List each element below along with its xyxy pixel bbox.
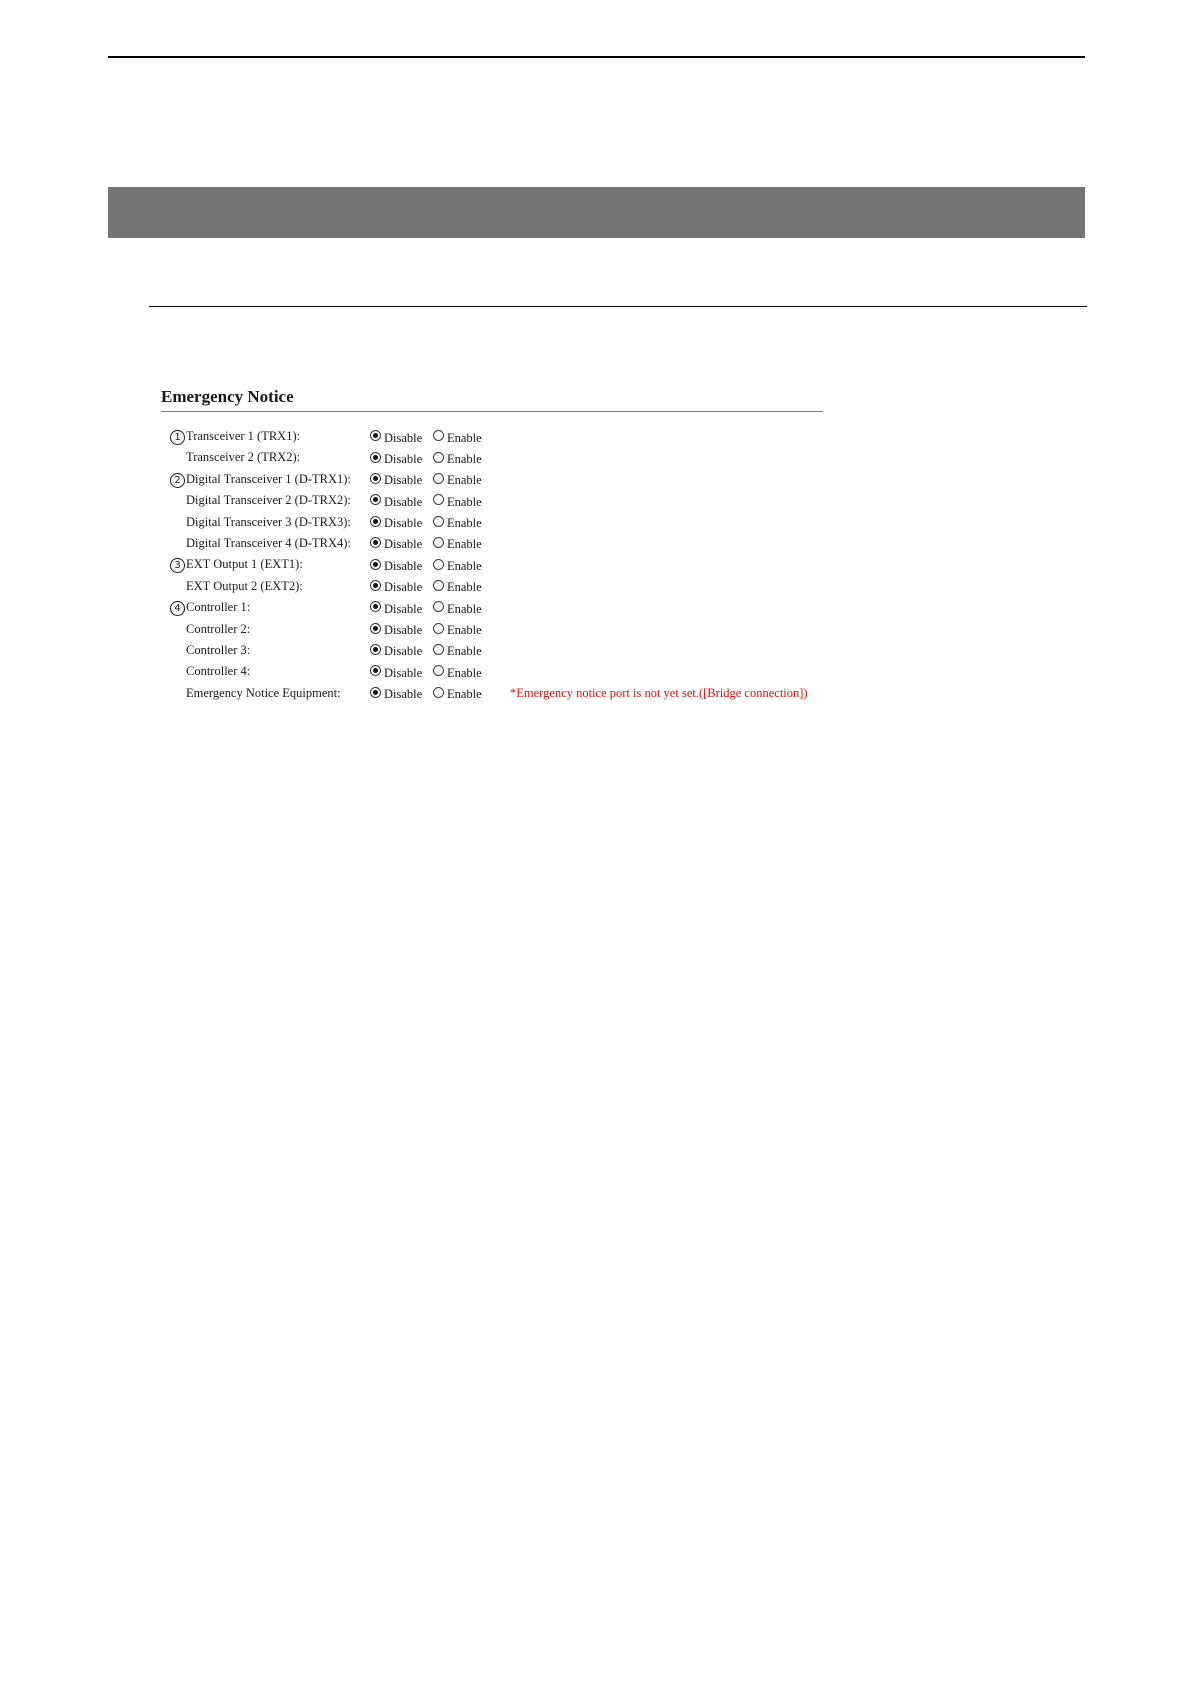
setting-row: [161, 533, 823, 554]
radio-circle-icon[interactable]: [433, 665, 444, 676]
setting-row: [161, 554, 823, 575]
radio-option-label: Disable: [384, 601, 423, 616]
radio-circle-icon[interactable]: [433, 644, 444, 655]
setting-label: Digital Transceiver 4 (D-TRX4):: [186, 535, 351, 550]
radio-circle-icon[interactable]: [433, 687, 444, 698]
disable-radio[interactable]: [370, 533, 422, 554]
enable-radio[interactable]: [433, 576, 482, 597]
radio-circle-icon[interactable]: [433, 623, 444, 634]
radio-option-label: Disable: [384, 623, 423, 638]
enable-radio[interactable]: [433, 640, 482, 661]
radio-option-label: Enable: [447, 451, 482, 466]
setting-label: Digital Transceiver 2 (D-TRX2):: [186, 493, 351, 508]
callout-number-marker: 3: [170, 558, 185, 573]
radio-circle-icon[interactable]: [433, 430, 444, 441]
radio-circle-icon[interactable]: [370, 601, 381, 612]
disable-radio[interactable]: [370, 597, 422, 618]
radio-option-label: Enable: [447, 687, 482, 702]
radio-option-label: Enable: [447, 580, 482, 595]
setting-row: [161, 576, 823, 597]
radio-circle-icon[interactable]: [433, 452, 444, 463]
enable-radio[interactable]: [433, 512, 482, 533]
setting-row: [161, 619, 823, 640]
radio-circle-icon[interactable]: [370, 473, 381, 484]
setting-row: [161, 512, 823, 533]
radio-circle-icon[interactable]: [370, 644, 381, 655]
disable-radio[interactable]: [370, 576, 422, 597]
disable-radio[interactable]: [370, 490, 422, 511]
radio-circle-icon[interactable]: [370, 623, 381, 634]
radio-circle-icon[interactable]: [370, 430, 381, 441]
radio-option-label: Disable: [384, 665, 423, 680]
setting-row: [161, 469, 823, 490]
disable-radio[interactable]: [370, 661, 422, 682]
enable-radio[interactable]: [433, 533, 482, 554]
radio-option-label: Disable: [384, 687, 423, 702]
setting-row: [161, 597, 823, 618]
setting-label: EXT Output 2 (EXT2):: [186, 578, 303, 593]
radio-circle-icon[interactable]: [370, 665, 381, 676]
radio-circle-icon[interactable]: [433, 601, 444, 612]
disable-radio[interactable]: [370, 640, 422, 661]
warning-message: *Emergency notice port is not yet set.([Bridge connection]): [510, 685, 808, 700]
disable-radio[interactable]: [370, 469, 422, 490]
radio-circle-icon[interactable]: [370, 494, 381, 505]
radio-circle-icon[interactable]: [433, 537, 444, 548]
radio-option-label: Disable: [384, 537, 423, 552]
section-rule: [149, 306, 1087, 307]
setting-label: Emergency Notice Equipment:: [186, 685, 341, 700]
radio-option-label: Disable: [384, 430, 423, 445]
disable-radio[interactable]: [370, 426, 422, 447]
radio-circle-icon[interactable]: [433, 494, 444, 505]
setting-row: [161, 490, 823, 511]
radio-option-label: Enable: [447, 644, 482, 659]
panel-title-rule: [161, 411, 823, 412]
setting-label: Controller 4:: [186, 664, 251, 679]
setting-label: Transceiver 2 (TRX2):: [186, 450, 301, 465]
setting-row: [161, 640, 823, 661]
radio-circle-icon[interactable]: [433, 559, 444, 570]
radio-option-label: Disable: [384, 580, 423, 595]
setting-label: Transceiver 1 (TRX1):: [186, 429, 301, 443]
emergency-notice-panel: [161, 385, 823, 704]
setting-label: Digital Transceiver 3 (D-TRX3):: [186, 514, 351, 529]
disable-radio[interactable]: [370, 683, 422, 704]
radio-circle-icon[interactable]: [370, 687, 381, 698]
enable-radio[interactable]: [433, 619, 482, 640]
disable-radio[interactable]: [370, 447, 422, 468]
radio-option-label: Disable: [384, 644, 423, 659]
enable-radio[interactable]: [433, 469, 482, 490]
radio-circle-icon[interactable]: [433, 516, 444, 527]
radio-option-label: Disable: [384, 558, 423, 573]
setting-row: [161, 426, 823, 447]
panel-title: Emergency Notice: [161, 387, 294, 406]
setting-row: [161, 661, 823, 682]
callout-number-marker: 1: [170, 430, 185, 445]
radio-option-label: Enable: [447, 494, 482, 509]
radio-option-label: Enable: [447, 473, 482, 488]
callout-number-marker: 4: [170, 601, 185, 616]
radio-option-label: Enable: [447, 430, 482, 445]
setting-label: Controller 1:: [186, 600, 251, 615]
setting-label: Controller 3:: [186, 642, 251, 657]
disable-radio[interactable]: [370, 554, 422, 575]
callout-number-marker: 2: [170, 473, 185, 488]
enable-radio[interactable]: [433, 447, 482, 468]
setting-row: [161, 447, 823, 468]
setting-label: Digital Transceiver 1 (D-TRX1):: [186, 471, 351, 486]
top-rule: [108, 56, 1085, 58]
enable-radio[interactable]: [433, 597, 482, 618]
radio-option-label: Enable: [447, 558, 482, 573]
radio-option-label: Enable: [447, 623, 482, 638]
setting-label: Controller 2:: [186, 621, 251, 636]
enable-radio[interactable]: [433, 683, 482, 704]
setting-row: [161, 683, 823, 704]
enable-radio[interactable]: [433, 554, 482, 575]
settings-list: [161, 426, 823, 704]
radio-option-label: Disable: [384, 516, 423, 531]
enable-radio[interactable]: [433, 661, 482, 682]
disable-radio[interactable]: [370, 512, 422, 533]
radio-circle-icon[interactable]: [370, 537, 381, 548]
radio-circle-icon[interactable]: [370, 559, 381, 570]
radio-option-label: Disable: [384, 451, 423, 466]
radio-circle-icon[interactable]: [433, 473, 444, 484]
setting-label: EXT Output 1 (EXT1):: [186, 557, 303, 572]
radio-circle-icon[interactable]: [433, 580, 444, 591]
radio-option-label: Enable: [447, 601, 482, 616]
radio-option-label: Enable: [447, 537, 482, 552]
radio-circle-icon[interactable]: [370, 580, 381, 591]
radio-option-label: Enable: [447, 516, 482, 531]
radio-option-label: Disable: [384, 494, 423, 509]
radio-circle-icon[interactable]: [370, 516, 381, 527]
section-header-band: [108, 187, 1085, 238]
radio-option-label: Disable: [384, 473, 423, 488]
radio-circle-icon[interactable]: [370, 452, 381, 463]
enable-radio[interactable]: [433, 490, 482, 511]
radio-option-label: Enable: [447, 665, 482, 680]
disable-radio[interactable]: [370, 619, 422, 640]
enable-radio[interactable]: [433, 426, 482, 447]
